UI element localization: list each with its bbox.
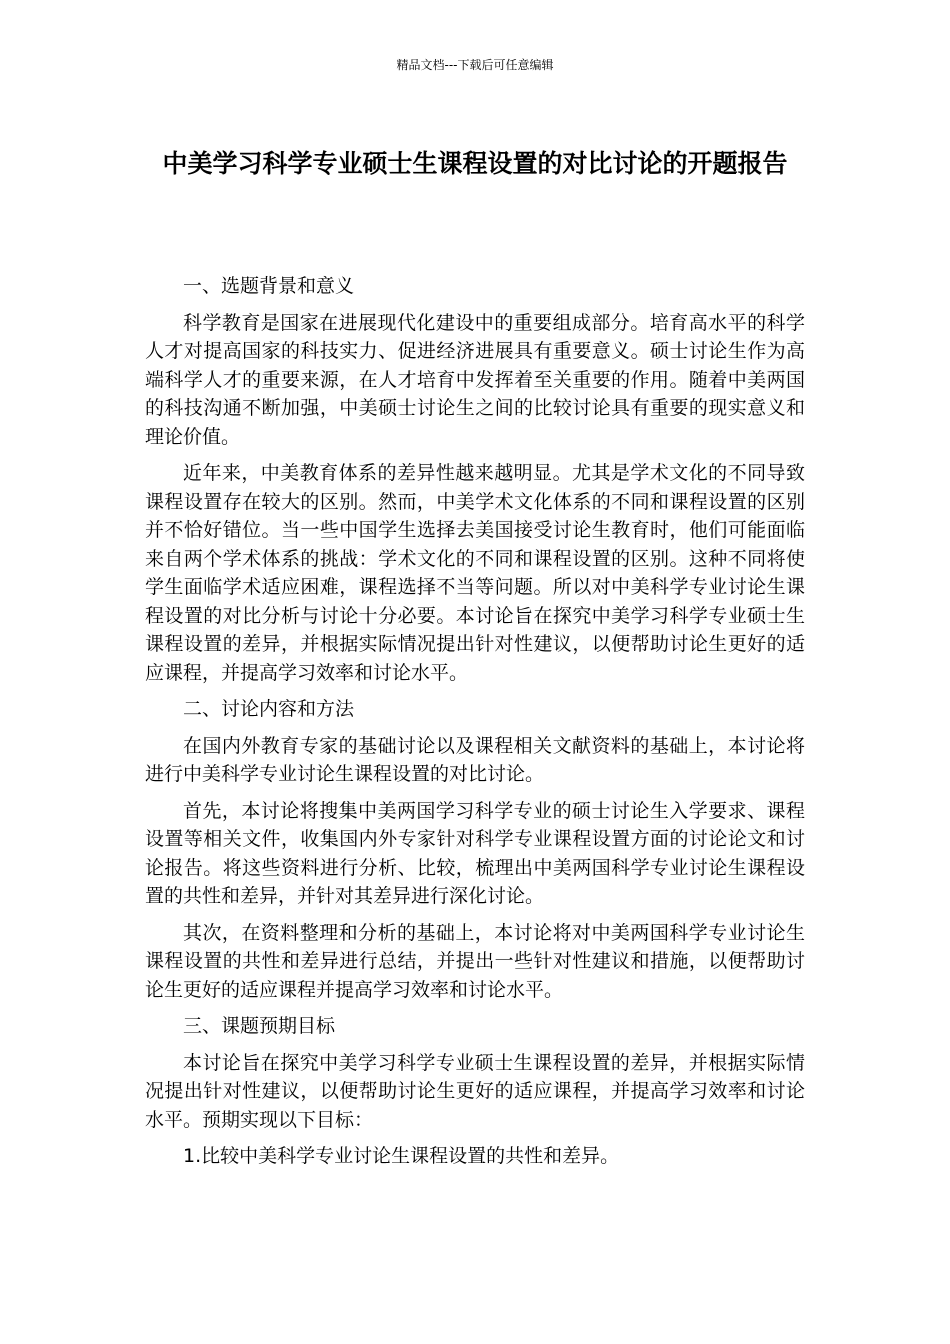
list-item: 1.比较中美科学专业讨论生课程设置的共性和差异。 bbox=[183, 1145, 620, 1167]
document-body bbox=[145, 272, 805, 1179]
section-heading: 二、讨论内容和方法 bbox=[183, 698, 355, 720]
header-note: 精品文档---下载后可任意编辑 bbox=[396, 58, 554, 72]
section-content-methods bbox=[145, 695, 805, 1004]
paragraph: 在国内外教育专家的基础讨论以及课程相关文献资料的基础上，本讨论将进行中美科学专业讨论生课程设置的对比讨论。 bbox=[145, 734, 805, 785]
document-title: 中美学习科学专业硕士生课程设置的对比讨论的开题报告 bbox=[162, 149, 788, 178]
section-goals bbox=[145, 1012, 805, 1171]
section-heading: 三、课题预期目标 bbox=[183, 1015, 336, 1037]
paragraph: 科学教育是国家在进展现代化建设中的重要组成部分。培育高水平的科学人才对提高国家的科技实力、促进经济进展具有重要意义。硕士讨论生作为高端科学人才的重要来源，在人才培育中发挥着至关重要的作用。随着中美两国的科技沟通不断加强，中美硕士讨论生之间的比较讨论具有重要的现实意义和理论价值。 bbox=[145, 311, 805, 448]
paragraph: 其次，在资料整理和分析的基础上，本讨论将对中美两国科学专业讨论生课程设置的共性和差异进行总结，并提出一些针对性建议和措施，以便帮助讨论生更好的适应课程并提高学习效率和讨论水平。 bbox=[145, 921, 805, 1001]
paragraph: 本讨论旨在探究中美学习科学专业硕士生课程设置的差异，并根据实际情况提出针对性建议，以便帮助讨论生更好的适应课程，并提高学习效率和讨论水平。预期实现以下目标： bbox=[145, 1051, 805, 1131]
paragraph: 近年来，中美教育体系的差异性越来越明显。尤其是学术文化的不同导致课程设置存在较大的区别。然而，中美学术文化体系的不同和课程设置的区别并不恰好错位。当一些中国学生选择去美国接受讨论生教育时，他们可能面临来自两个学术体系的挑战：学术文化的不同和课程设置的区别。这种不同将使学生面临学术适应困难，课程选择不当等问题。所以对中美科学专业讨论生课程设置的对比分析与讨论十分必要。本讨论旨在探究中美学习科学专业硕士生课程设置的差异，并根据实际情况提出针对性建议，以便帮助讨论生更好的适应课程，并提高学习效率和讨论水平。 bbox=[145, 462, 805, 684]
paragraph: 首先，本讨论将搜集中美两国学习科学专业的硕士讨论生入学要求、课程设置等相关文件，收集国内外专家针对科学专业课程设置方面的讨论论文和讨论报告。将这些资料进行分析、比较，梳理出中美两国科学专业讨论生课程设置的共性和差异，并针对其差异进行深化讨论。 bbox=[145, 799, 805, 907]
section-background bbox=[145, 272, 805, 687]
section-heading: 一、选题背景和意义 bbox=[183, 275, 355, 297]
